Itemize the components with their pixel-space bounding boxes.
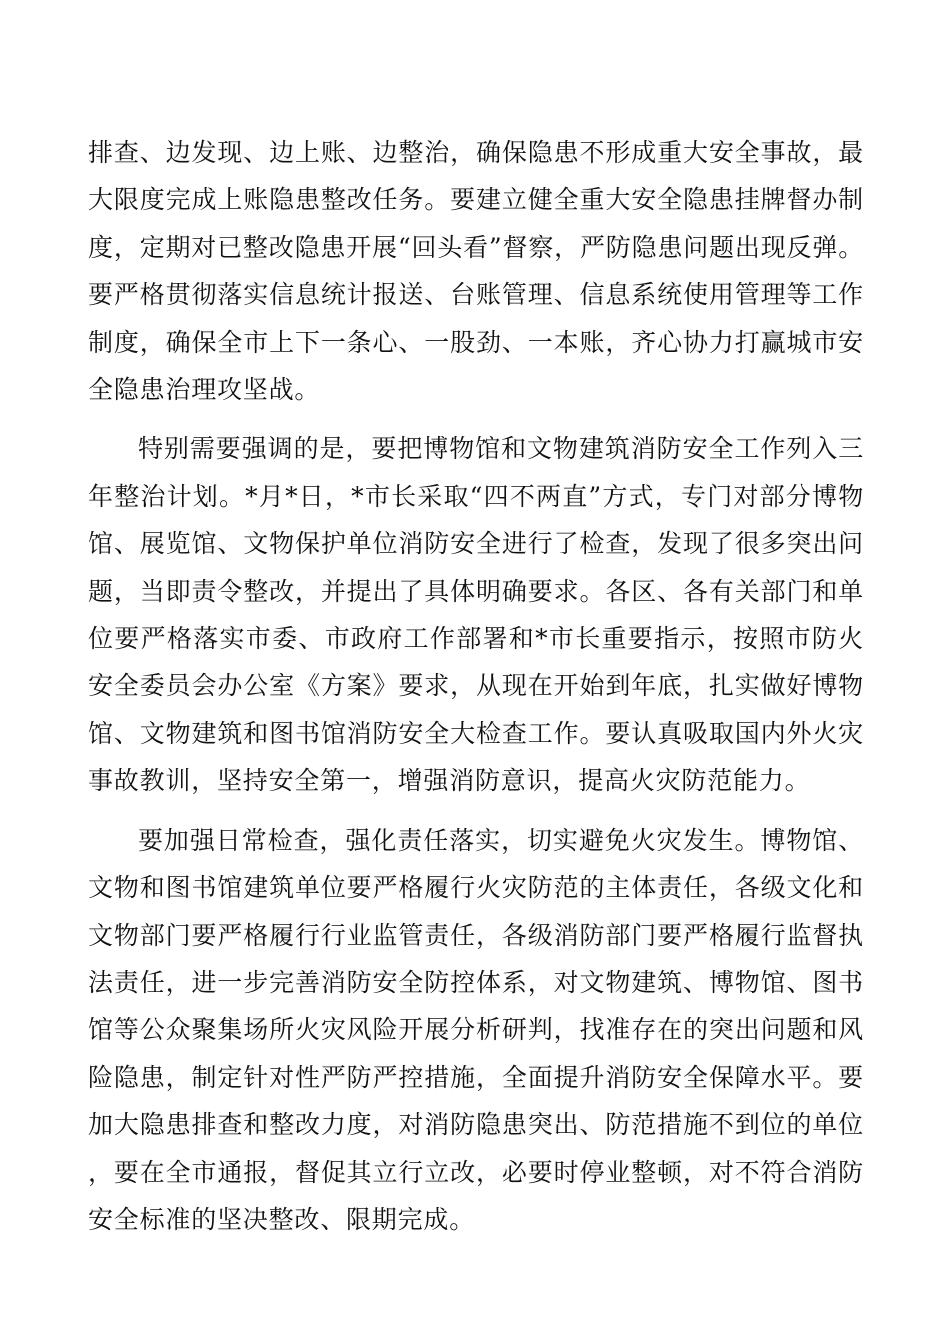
paragraph-2: 特别需要强调的是，要把博物馆和文物建筑消防安全工作列入三年整治计划。*月*日，*市长采取“四不两直”方式，专门对部分博物馆、展览馆、文物保护单位消防安全进行了检查，发现了很多突出问题，当即责令整改，并提出了具体明确要求。各区、各有关部门和单位要严格落实市委、市政府工作部署和*市长重要指示，按照市防火安全委员会办公室《方案》要求，从现在开始到年底，扎实做好博物馆、文物建筑和图书馆消防安全大检查工作。要认真吸取国内外火灾事故教训，坚持安全第一，增强消防意识，提高火灾防范能力。 — [88, 434, 864, 796]
paragraph-3: 要加强日常检查，强化责任落实，切实避免火灾发生。博物馆、文物和图书馆建筑单位要严格履行火灾防范的主体责任，各级文化和文物部门要严格履行行业监管责任，各级消防部门要严格履行监督执法责任，进一步完善消防安全防控体系，对文物建筑、博物馆、图书馆等公众聚集场所火灾风险开展分析研判，找准存在的突出问题和风险隐患，制定针对性严防严控措施，全面提升消防安全保障水平。要加大隐患排查和整改力度，对消防隐患突出、防范措施不到位的单位，要在全市通报，督促其立行立改，必要时停业整顿，对不符合消防安全标准的坚决整改、限期完成。 — [88, 825, 864, 1234]
paragraph-1: 排查、边发现、边上账、边整治，确保隐患不形成重大安全事故，最大限度完成上账隐患整改任务。要建立健全重大安全隐患挂牌督办制度，定期对已整改隐患开展“回头看”督察，严防隐患问题出现反弹。要严格贯彻落实信息统计报送、台账管理、信息系统使用管理等工作制度，确保全市上下一条心、一股劲、一本账，齐心协力打赢城市安全隐患治理攻坚战。 — [88, 138, 864, 405]
body-text — [88, 129, 864, 1255]
